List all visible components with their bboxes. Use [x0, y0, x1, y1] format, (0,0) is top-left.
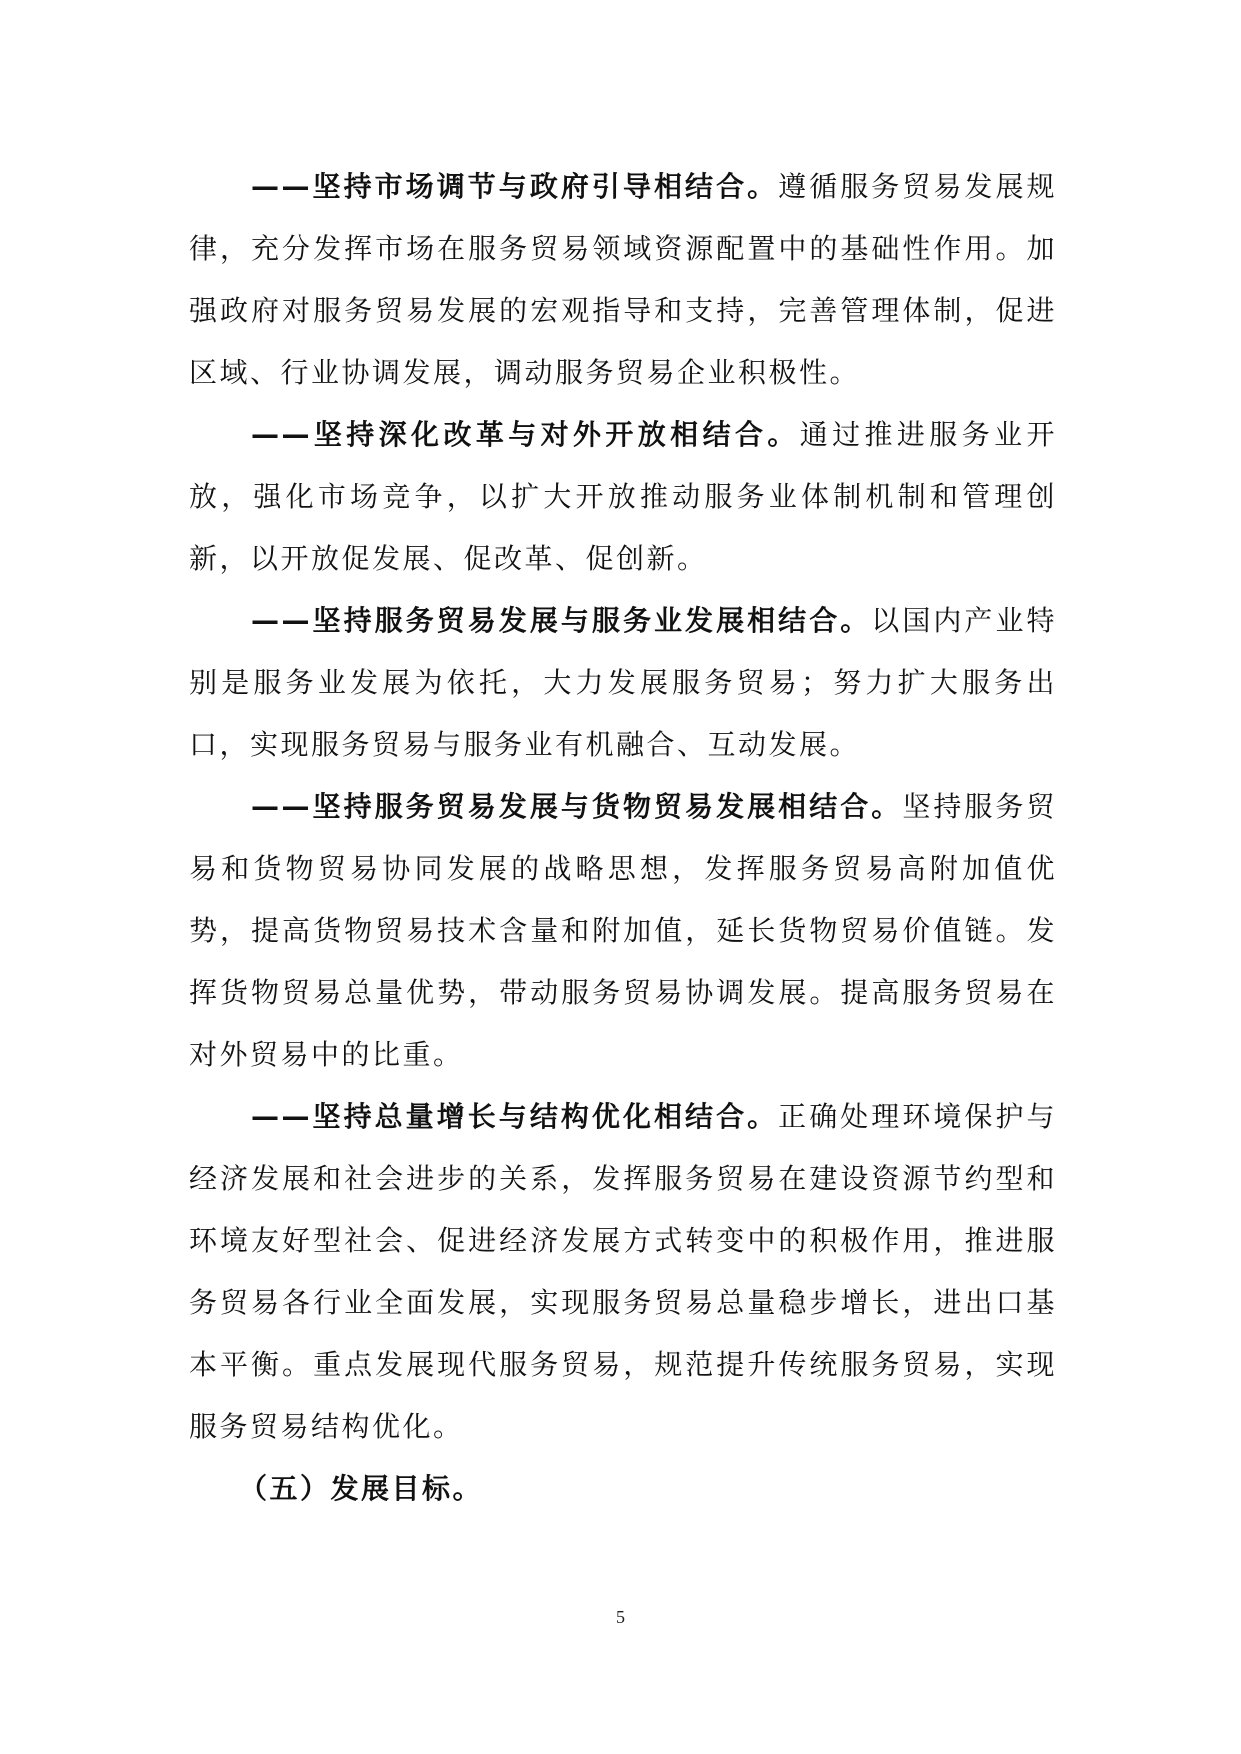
principle-paragraph-services [189, 590, 1057, 776]
paragraph-lead: ——坚持总量增长与结构优化相结合。 [251, 1100, 779, 1133]
principle-paragraph-market [189, 156, 1057, 404]
paragraph-lead: ——坚持市场调节与政府引导相结合。 [251, 170, 779, 203]
paragraph-body: 正确处理环境保护与经济发展和社会进步的关系，发挥服务贸易在建设资源节约型和环境友好型社会、促进经济发展方式转变中的积极作用，推进服务贸易各行业全面发展，实现服务贸易总量稳步增长，进出口基本平衡。重点发展现代服务贸易，规范提升传统服务贸易，实现服务贸易结构优化。 [189, 1100, 1057, 1443]
paragraph-body: 遵循服务贸易发展规律，充分发挥市场在服务贸易领域资源配置中的基础性作用。加强政府对服务贸易发展的宏观指导和支持，完善管理体制，促进区域、行业协调发展，调动服务贸易企业积极性。 [189, 170, 1057, 389]
paragraph-body: 以国内产业特别是服务业发展为依托，大力发展服务贸易；努力扩大服务出口，实现服务贸易与服务业有机融合、互动发展。 [189, 604, 1057, 761]
paragraph-body: 坚持服务贸易和货物贸易协同发展的战略思想，发挥服务贸易高附加值优势，提高货物贸易技术含量和附加值，延长货物贸易价值链。发挥货物贸易总量优势，带动服务贸易协调发展。提高服务贸易在对外贸易中的比重。 [189, 790, 1057, 1071]
principle-paragraph-goods [189, 776, 1057, 1086]
section-heading: （五）发展目标。 [239, 1472, 484, 1505]
paragraph-lead: ——坚持深化改革与对外开放相结合。 [251, 418, 800, 451]
paragraph-lead: ——坚持服务贸易发展与服务业发展相结合。 [251, 604, 872, 637]
paragraph-body: 通过推进服务业开放，强化市场竞争，以扩大开放推动服务业体制机制和管理创新，以开放促发展、促改革、促创新。 [189, 418, 1057, 575]
page-content [189, 156, 1057, 1520]
principle-paragraph-structure [189, 1086, 1057, 1458]
paragraph-lead: ——坚持服务贸易发展与货物贸易发展相结合。 [251, 790, 903, 823]
page-number: 5 [616, 1607, 625, 1627]
principle-paragraph-reform [189, 404, 1057, 590]
